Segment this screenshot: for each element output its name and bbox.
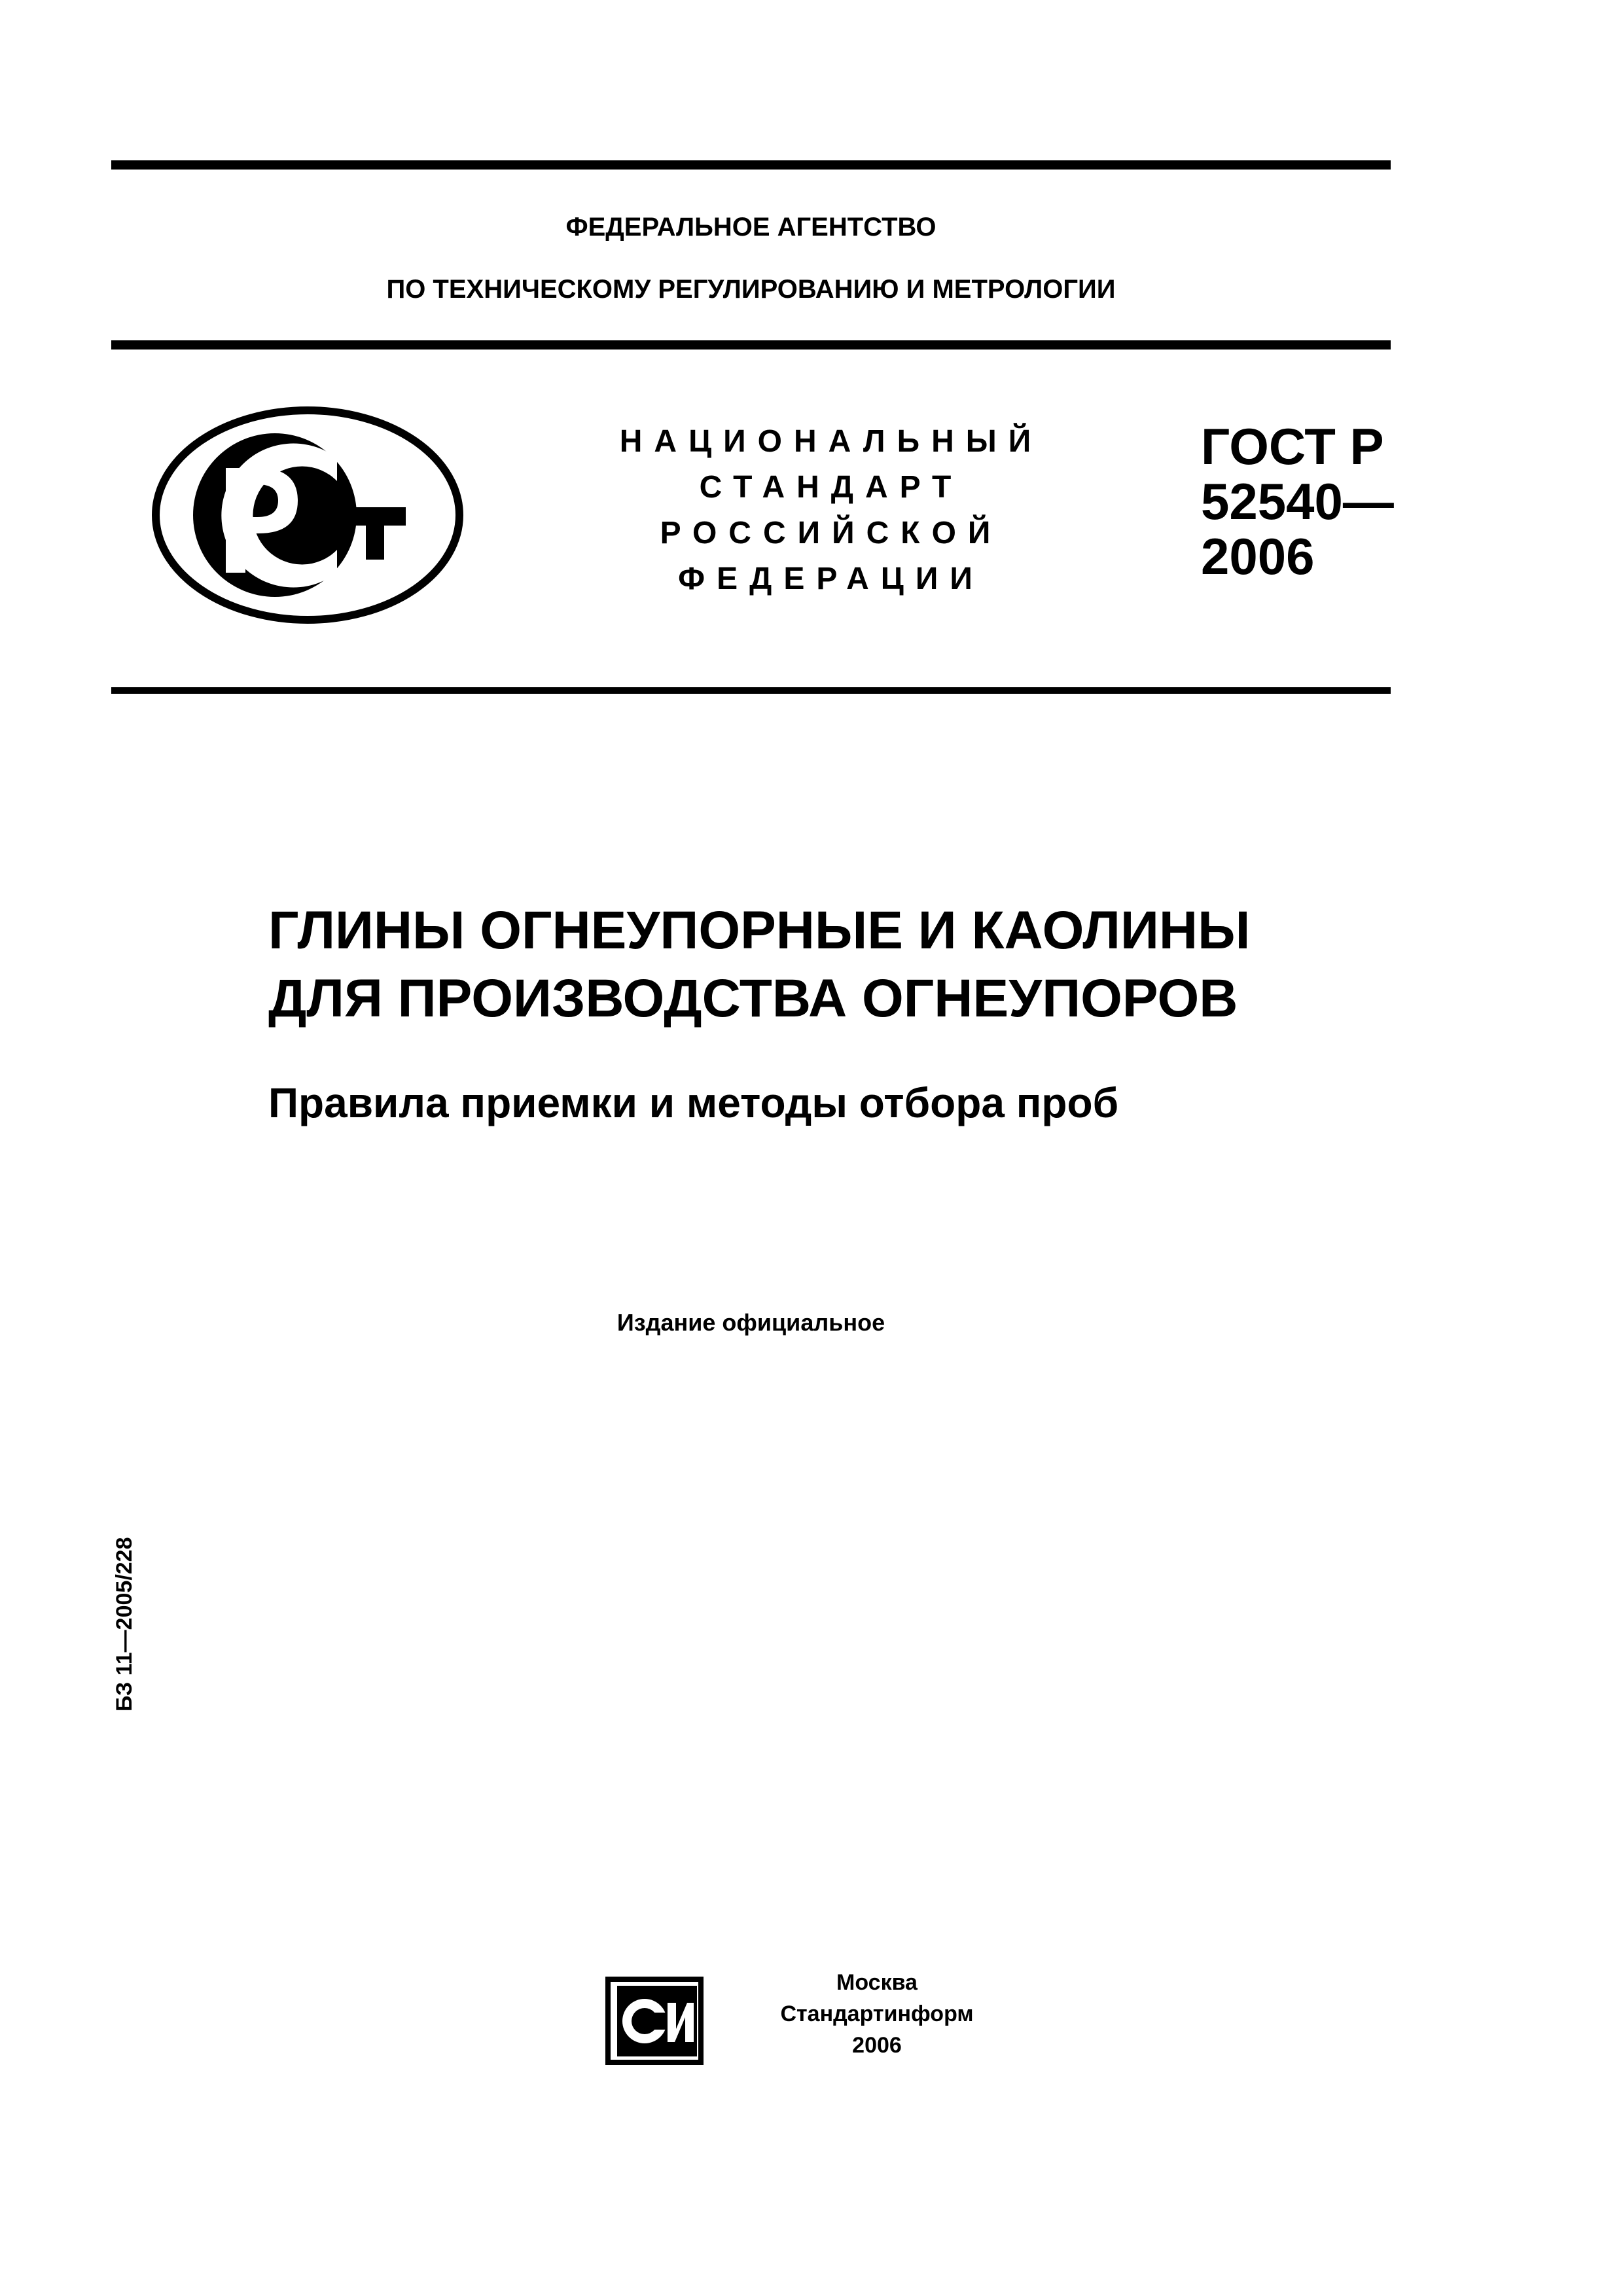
document-subtitle: Правила приемки и методы отбора проб	[268, 1079, 1119, 1126]
national-standard-line-4: ФЕДЕРАЦИИ	[678, 562, 984, 596]
publication-year: 2006	[852, 2033, 902, 2058]
title-line-1: ГЛИНЫ ОГНЕУПОРНЫЕ И КАОЛИНЫ	[268, 901, 1251, 960]
header-bottom-rule	[111, 687, 1391, 694]
side-registration-code: БЗ 11—2005/228	[112, 1537, 137, 1712]
publisher-block	[720, 1967, 1034, 2061]
designation-line-1: ГОСТ Р	[1201, 418, 1384, 475]
publisher-city: Москва	[836, 1970, 918, 1995]
national-standard-heading	[589, 419, 1073, 602]
national-standard-line-1: НАЦИОНАЛЬНЫЙ	[619, 424, 1043, 459]
title-line-2: ДЛЯ ПРОИЗВОДСТВА ОГНЕУПОРОВ	[268, 969, 1238, 1028]
top-rule	[111, 160, 1391, 170]
national-standard-line-3: РОССИЙСКОЙ	[660, 516, 1003, 550]
standard-designation	[1201, 419, 1394, 584]
designation-line-3: 2006	[1201, 528, 1315, 585]
rst-certification-logo	[147, 403, 468, 628]
publisher-name: Стандартинформ	[780, 2001, 974, 2026]
agency-line-2: ПО ТЕХНИЧЕСКОМУ РЕГУЛИРОВАНИЮ И МЕТРОЛОГИИ	[386, 275, 1116, 304]
national-standard-line-2: СТАНДАРТ	[699, 470, 963, 505]
agency-line-1: ФЕДЕРАЛЬНОЕ АГЕНТСТВО	[565, 213, 936, 242]
standartinform-logo	[605, 1977, 704, 2065]
agency-bottom-rule	[111, 340, 1391, 350]
edition-label: Издание официальное	[616, 1309, 885, 1336]
document-title	[268, 897, 1250, 1033]
designation-line-2: 52540—	[1201, 473, 1394, 530]
